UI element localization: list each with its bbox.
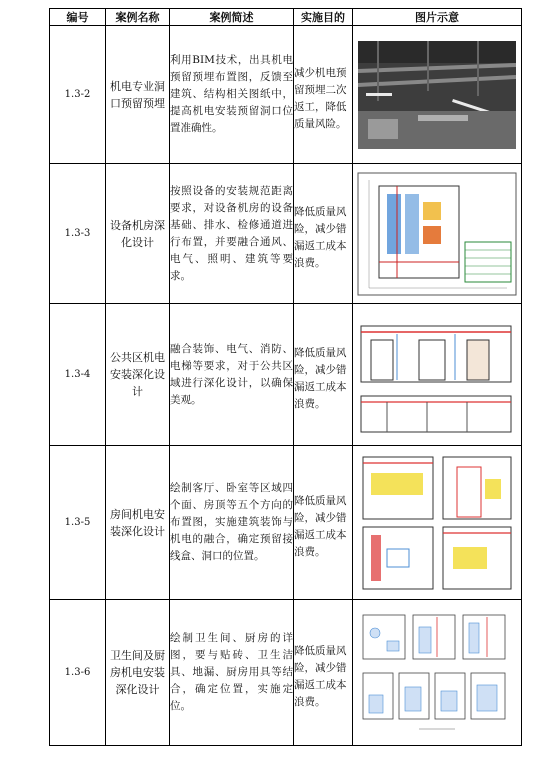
- table-row: [50, 446, 522, 600]
- case-description: 融合装饰、电气、消防、电梯等要求，对于公共区域进行深化设计，以确保美观。: [170, 304, 294, 446]
- case-purpose: [294, 164, 353, 304]
- case-purpose-text: 降低质量风险，减少错漏返工成本浪费。: [294, 205, 347, 269]
- case-name: 设备机房深化设计: [106, 164, 170, 304]
- case-id: 1.3-2: [50, 26, 106, 164]
- case-purpose: [294, 26, 353, 164]
- table-row: [50, 164, 522, 304]
- case-purpose: [294, 600, 353, 746]
- case-name: 公共区机电安装深化设计: [106, 304, 170, 446]
- public-area-elevation-drawing: [357, 312, 517, 438]
- case-image-cell: [353, 26, 522, 164]
- table-row: [50, 600, 522, 746]
- case-id: 1.3-6: [50, 600, 106, 746]
- header-purpose: 实施目的: [294, 9, 353, 26]
- case-name: 房间机电安装深化设计: [106, 446, 170, 600]
- case-name: 卫生间及厨房机电安装深化设计: [106, 600, 170, 746]
- header-description: 案例简述: [170, 9, 294, 26]
- case-purpose-text: 降低质量风险，减少错漏返工成本浪费。: [294, 494, 347, 558]
- table-row: [50, 26, 522, 164]
- header-id: 编号: [50, 9, 106, 26]
- case-description: 利用BIM技术，出具机电预留预埋布置图，反馈至建筑、结构相关图纸中，提高机电安装预留洞口位置准确性。: [170, 26, 294, 164]
- case-image-cell: [353, 446, 522, 600]
- case-purpose: [294, 304, 353, 446]
- case-purpose-text: 降低质量风险，减少错漏返工成本浪费。: [294, 644, 347, 708]
- case-description: 按照设备的安装规范距离要求，对设备机房的设备基础、排水、检修通道进行布置，并要融合通风、电气、照明、建筑等要求。: [170, 164, 294, 304]
- case-description: 绘制卫生间、厨房的详图，要与贴砖、卫生洁具、地漏、厨房用具等结合，确定位置，实施定位。: [170, 600, 294, 746]
- case-image-cell: [353, 600, 522, 746]
- header-image: 图片示意: [353, 9, 522, 26]
- case-purpose-text: 减少机电预留预埋二次返工，降低质量风险。: [294, 66, 347, 130]
- room-elevation-drawing: [357, 451, 517, 595]
- case-description: 绘制客厅、卧室等区域四个面、房顶等五个方向的布置图，实施建筑装饰与机电的融合，确定预留接线盒、洞口的位置。: [170, 446, 294, 600]
- case-image-cell: [353, 304, 522, 446]
- header-name: 案例名称: [106, 9, 170, 26]
- case-purpose: [294, 446, 353, 600]
- equipment-room-drawing: [357, 172, 517, 296]
- case-name: 机电专业洞口预留预埋: [106, 26, 170, 164]
- case-table: [49, 8, 522, 746]
- case-id: 1.3-5: [50, 446, 106, 600]
- table-row: [50, 304, 522, 446]
- table-header-row: [50, 9, 522, 26]
- case-id: 1.3-3: [50, 164, 106, 304]
- case-purpose-text: 降低质量风险，减少错漏返工成本浪费。: [294, 346, 347, 410]
- ceiling-pipes-photo: [358, 41, 516, 149]
- case-id: 1.3-4: [50, 304, 106, 446]
- case-image-cell: [353, 164, 522, 304]
- bathroom-kitchen-detail-drawing: [357, 607, 517, 739]
